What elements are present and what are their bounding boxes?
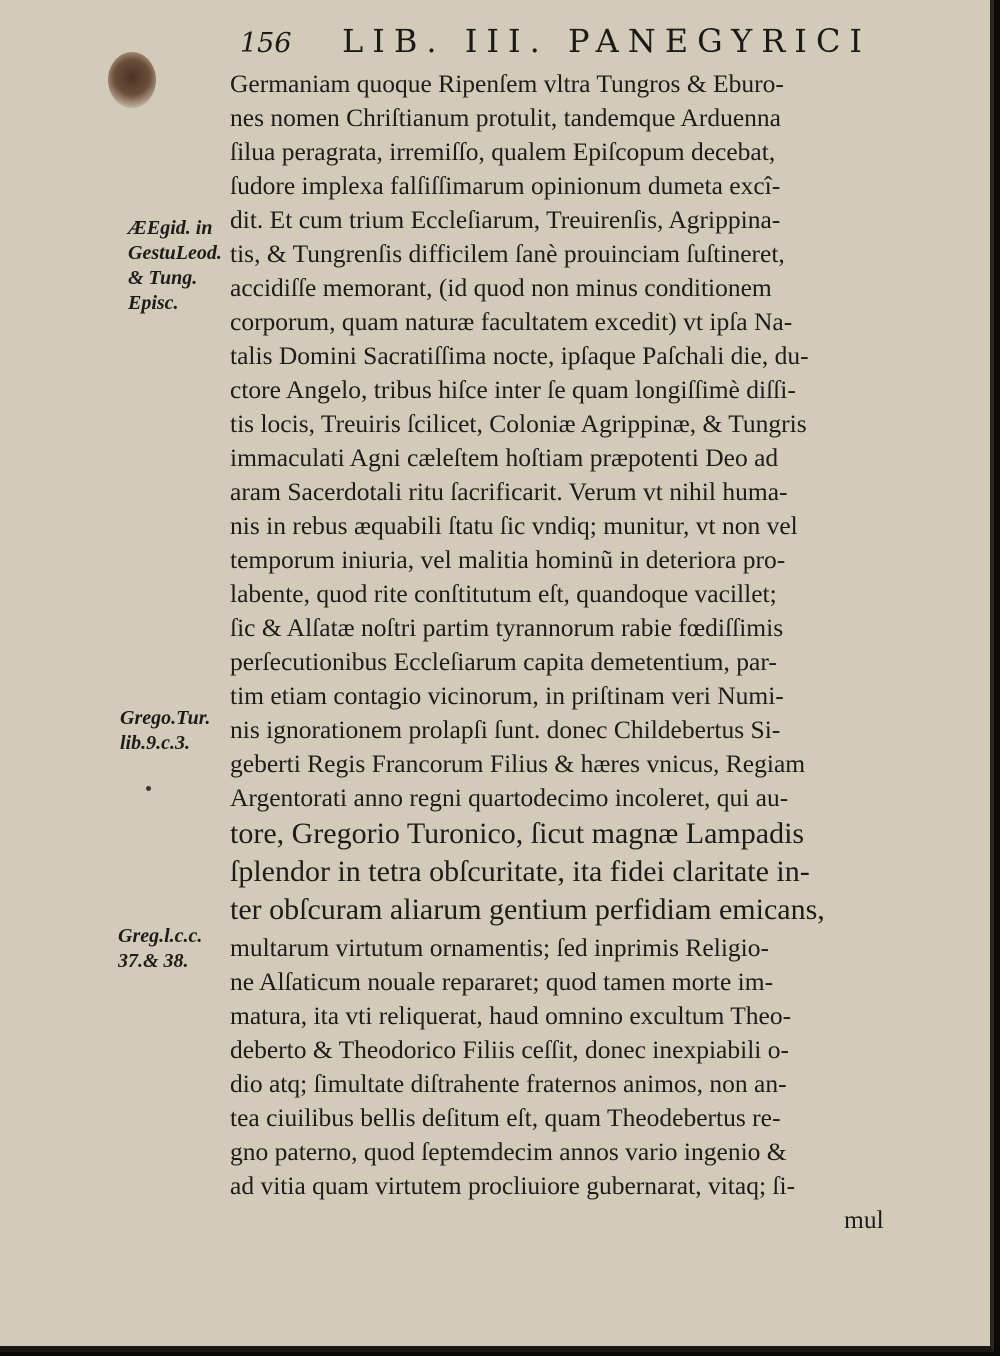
margin-note-line: lib.9.c.3. (120, 732, 190, 754)
ink-stain (108, 52, 156, 108)
text-line: ſilua peragrata, irremiſſo, qualem Epiſcopum decebat, (230, 137, 776, 166)
margin-note (120, 706, 210, 756)
text-line: multarum virtutum ornamentis; ſed inprimis Religio- (230, 933, 769, 962)
margin-note-line: Episc. (128, 292, 179, 314)
text-line: temporum iniuria, vel malitia hominũ in deteriora pro- (230, 545, 786, 574)
margin-note-line: Grego.Tur. (120, 707, 211, 729)
text-line: Argentorati anno regni quartodecimo incoleret, qui au- (230, 783, 789, 812)
text-line: tea ciuilibus bellis deſitum eſt, quam Theodebertus re- (230, 1103, 781, 1132)
text-line: deberto & Theodorico Filiis ceſſit, donec inexpiabili o- (230, 1035, 789, 1064)
text-line: dio atq; ſimultate diſtrahente fraternos animos, non an- (230, 1069, 787, 1098)
text-line: ſplendor in tetra obſcuritate, ita fidei claritate in- (230, 855, 810, 888)
text-line: immaculati Agni cæleſtem hoſtiam præpotenti Deo ad (230, 443, 779, 472)
text-line: accidiſſe memorant, (id quod non minus conditionem (230, 273, 772, 302)
margin-note-line: Greg.l.c.c. (118, 925, 203, 947)
text-line: Germaniam quoque Ripenſem vltra Tungros & Eburo- (230, 69, 784, 98)
text-line: talis Domini Sacratiſſima nocte, ipſaque Paſchali die, du- (230, 341, 809, 370)
text-line: ctore Angelo, tribus hiſce inter ſe quam longiſſimè diſſi- (230, 375, 796, 404)
text-line: matura, ita vti reliquerat, haud omnino excultum Theo- (230, 1001, 792, 1030)
page-number: 156 (240, 28, 292, 59)
text-line: tis, & Tungrenſis difficilem ſanè prouinciam ſuſtineret, (230, 239, 785, 268)
margin-note-line: & Tung. (128, 267, 198, 289)
margin-note (128, 216, 222, 316)
text-line: ſudore implexa falſiſſimarum opinionum dumeta excî- (230, 171, 781, 200)
text-line: tore, Gregorio Turonico, ſicut magnæ Lampadis (230, 817, 805, 850)
text-line: corporum, quam naturæ facultatem excedit) vt ipſa Na- (230, 307, 793, 336)
margin-note (118, 924, 202, 974)
text-line: tis locis, Treuiris ſcilicet, Coloniæ Agrippinæ, & Tungris (230, 409, 807, 438)
text-line: gno paterno, quod ſeptemdecim annos vario ingenio & (230, 1137, 787, 1166)
ink-spot (146, 786, 151, 791)
text-line: aram Sacerdotali ritu ſacrificarit. Verum vt nihil huma- (230, 477, 788, 506)
text-line: nis ignorationem prolapſi ſunt. donec Childebertus Si- (230, 715, 781, 744)
text-line: ſic & Alſatæ noſtri partim tyrannorum rabie fœdiſſimis (230, 613, 784, 642)
text-line: nes nomen Chriſtianum protulit, tandemque Arduenna (230, 103, 781, 132)
text-line: labente, quod rite conſtitutum eſt, quandoque vacillet; (230, 579, 777, 608)
running-head: LIB. III. PANEGYRICI (342, 22, 872, 60)
text-line: tim etiam contagio vicinorum, in priſtinam veri Numi- (230, 681, 784, 710)
catchword: mul (844, 1205, 884, 1234)
text-line: perſecutionibus Eccleſiarum capita demetentium, par- (230, 647, 777, 676)
margin-note-line: GestuLeod. (128, 242, 222, 264)
text-line: geberti Regis Francorum Filius & hæres vnicus, Regiam (230, 749, 806, 778)
page-header (240, 22, 960, 62)
text-line: ne Alſaticum nouale repararet; quod tamen morte im- (230, 967, 774, 996)
text-line: nis in rebus æquabili ſtatu ſic vndiq; munitur, vt non vel (230, 511, 798, 540)
text-line: dit. Et cum trium Eccleſiarum, Treuirenſis, Agrippina- (230, 205, 781, 234)
margin-note-line: ÆEgid. in (128, 217, 213, 239)
text-line: ter obſcuram aliarum gentium perfidiam emicans, (230, 893, 825, 926)
text-line: ad vitia quam virtutem procliuiore gubernarat, vitaq; ſi- (230, 1171, 796, 1200)
margin-note-line: 37.& 38. (118, 950, 189, 972)
